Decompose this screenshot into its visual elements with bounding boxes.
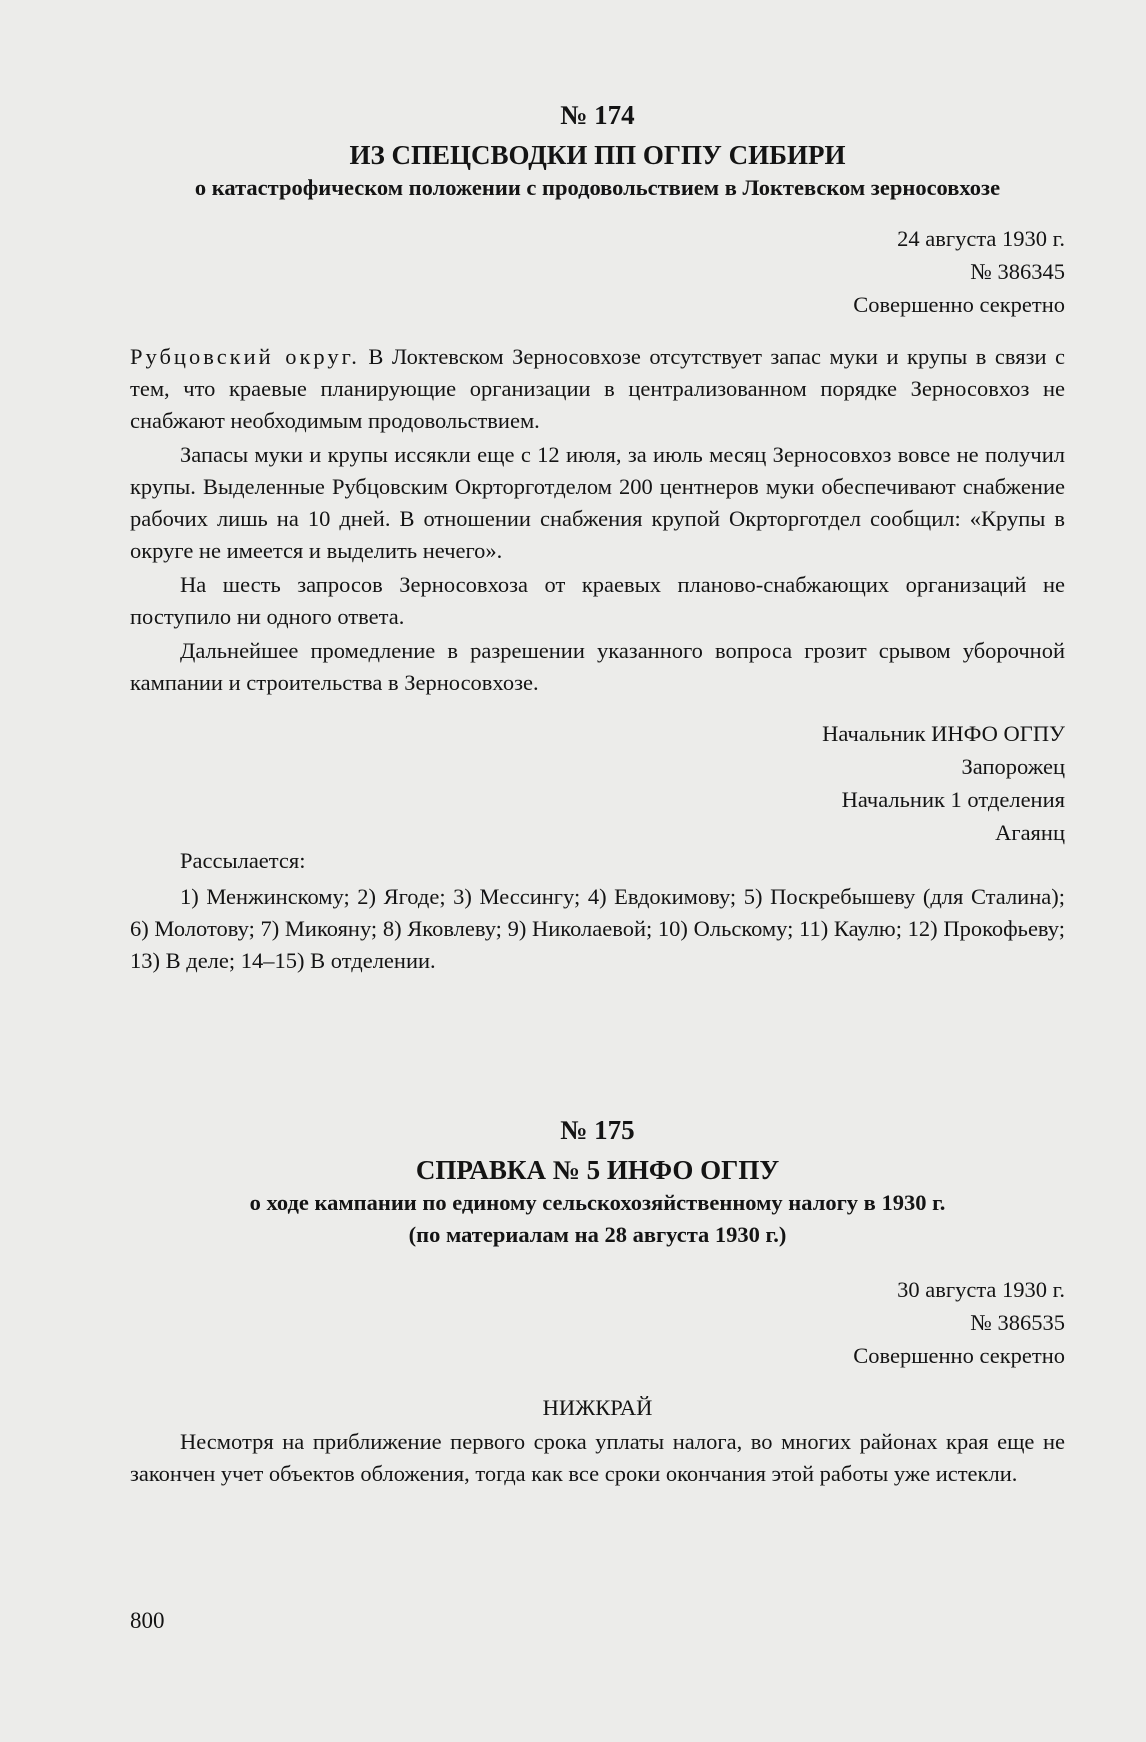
doc175-subtitle-2: (по материалам на 28 августа 1930 г.): [408, 1222, 787, 1247]
doc174-paragraph-3: На шесть запросов Зерносовхоза от краевых планово-снабжающих организаций не поступило ни одного ответа.: [130, 572, 1065, 629]
doc174-region-lead: Рубцовский округ.: [130, 344, 360, 369]
doc175-region-heading: НИЖКРАЙ: [542, 1395, 653, 1420]
doc174-signature-2-title: Начальник 1 отделения: [841, 787, 1065, 812]
doc174-title: ИЗ СПЕЦСВОДКИ ПП ОГПУ СИБИРИ: [349, 140, 846, 170]
page-number: 800: [130, 1608, 165, 1633]
doc174-signature-1-title: Начальник ИНФО ОГПУ: [822, 721, 1065, 746]
doc174-paragraph-4: Дальнейшее промедление в разрешении указанного вопроса грозит срывом уборочной кампании и строительства в Зерносовхозе.: [130, 638, 1065, 695]
doc175-reg-number: № 386535: [970, 1310, 1065, 1335]
doc174-distribution-list: 1) Менжинскому; 2) Ягоде; 3) Мессингу; 4) Евдокимову; 5) Поскребышеву (для Сталина); 6) Молотову; 7) Микояну; 8) Яковлеву; 9) Николаевой; 10) Ольскому; 11) Каулю; 12) Прокофьеву; 13) В деле; 14–15) В отделении.: [130, 884, 1065, 973]
doc174-subtitle: о катастрофическом положении с продовольствием в Локтевском зерносовхозе: [194, 175, 1001, 200]
doc174-secrecy: Совершенно секретно: [853, 292, 1065, 317]
doc174-distribution-label: Рассылается:: [180, 848, 306, 873]
doc175-date: 30 августа 1930 г.: [897, 1277, 1065, 1302]
doc174-signature-1-name: Запорожец: [961, 754, 1065, 779]
doc174-signature-2-name: Агаянц: [995, 820, 1065, 845]
doc174-paragraph-1: [130, 341, 1065, 437]
doc175-subtitle-1: о ходе кампании по единому сельскохозяйственному налогу в 1930 г.: [249, 1190, 946, 1215]
doc174-date: 24 августа 1930 г.: [897, 226, 1065, 251]
doc174-number: № 174: [560, 100, 635, 130]
doc174-reg-number: № 386345: [970, 259, 1065, 284]
doc174-paragraph-1-text: В Локтевском Зерносовхозе отсутствует запас муки и крупы в связи с тем, что краевые планирующие организации в централизованном порядке Зерносовхоз не снабжают необходимым продовольствием.: [130, 344, 1065, 433]
doc175-paragraph-1: Несмотря на приближение первого срока уплаты налога, во многих районах края еще не закончен учет объектов обложения, тогда как все сроки окончания этой работы уже истекли.: [130, 1429, 1065, 1486]
doc175-title: СПРАВКА № 5 ИНФО ОГПУ: [415, 1155, 780, 1185]
page-content: [130, 98, 1065, 1490]
doc174-paragraph-2: Запасы муки и крупы иссякли еще с 12 июля, за июль месяц Зерносовхоз вовсе не получил крупы. Выделенные Рубцовским Окрторготделом 200 центнеров муки обеспечивают снабжение рабочих лишь на 10 дней. В отношении снабжения крупой Окрторготдел сообщил: «Крупы в округе не имеется и выделить нечего».: [130, 442, 1065, 563]
doc175-secrecy: Совершенно секретно: [853, 1343, 1065, 1368]
doc175-number: № 175: [560, 1115, 635, 1145]
